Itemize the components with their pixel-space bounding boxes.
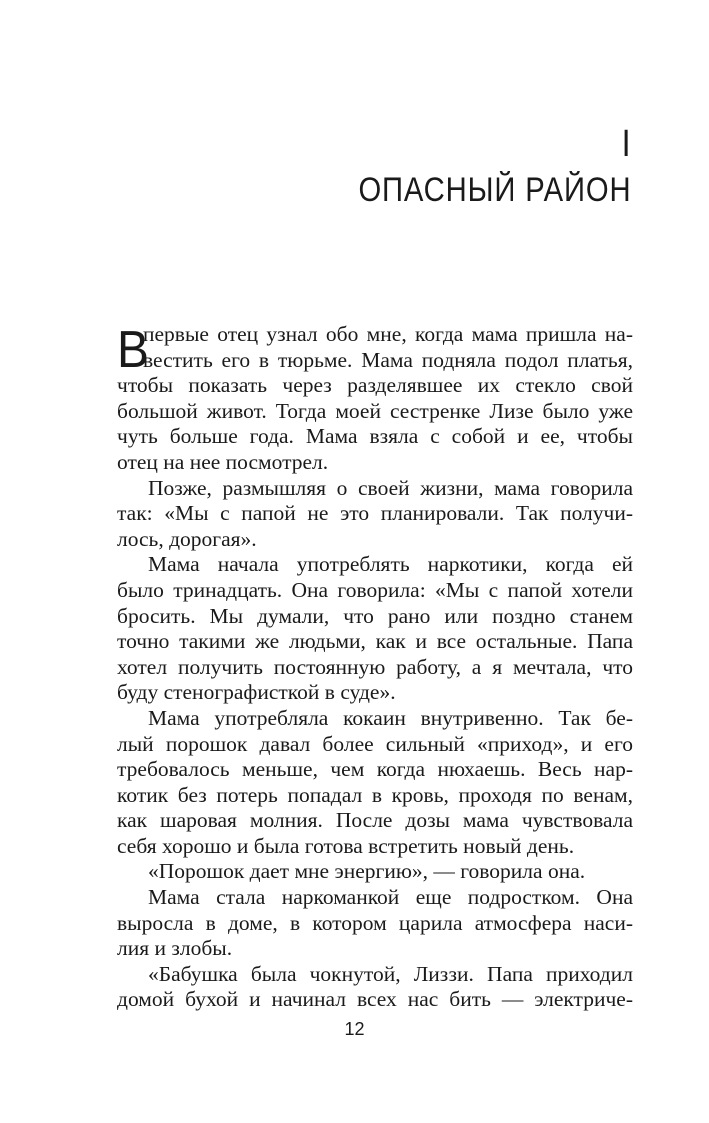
- text-line: чуть больше года. Мама взяла с собой и ее, чтобы: [117, 424, 633, 449]
- paragraph-5: [117, 859, 633, 885]
- text-line: лый порошок давал более сильный «приход», и его: [117, 731, 633, 756]
- text-line: себя хорошо и была готова встретить новый день.: [117, 833, 575, 858]
- text-line: требовалось меньше, чем когда нюхаешь. Весь нар-: [117, 757, 633, 782]
- text-line: большой живот. Тогда моей сестренке Лизе было уже: [117, 398, 633, 423]
- text-line: лия и злобы.: [117, 936, 233, 961]
- paragraph-7: [117, 962, 633, 1013]
- text-line: «Порошок дает мне энергию», — говорила она.: [148, 859, 586, 884]
- text-line: было тринадцать. Она говорила: «Мы с папой хотели: [117, 577, 633, 602]
- text-line: точно такими же людьми, как и все остальные. Папа: [117, 629, 633, 654]
- paragraph-4: [117, 706, 633, 860]
- text-line: бросить. Мы думали, что рано или поздно станем: [117, 603, 633, 628]
- text-line: Позже, размышляя о своей жизни, мама говорила: [148, 475, 633, 500]
- drop-cap: В: [117, 321, 149, 379]
- text-line: Мама стала наркоманкой еще подростком. Она: [148, 885, 633, 910]
- paragraph-6: [117, 885, 633, 962]
- text-line: домой бухой и начинал всех нас бить — электриче-: [117, 987, 633, 1012]
- text-line: вестить его в тюрьме. Мама подняла подол платья,: [143, 347, 633, 372]
- paragraph-2: [117, 476, 633, 553]
- body-text: [117, 322, 633, 1013]
- text-line: так: «Мы с папой не это планировали. Так получи-: [117, 501, 633, 526]
- text-line: отец на нее посмотрел.: [117, 449, 329, 474]
- text-line: Мама употребляла кокаин внутривенно. Так бе-: [148, 705, 633, 730]
- text-line: Мама начала употреблять наркотики, когда ей: [148, 552, 633, 577]
- chapter-number: I: [622, 123, 631, 165]
- text-line: буду стенографисткой в суде».: [117, 680, 396, 705]
- text-line: как шаровая молния. После дозы мама чувствовала: [117, 808, 633, 833]
- text-line: лось, дорогая».: [117, 526, 257, 551]
- page-number: 12: [344, 1019, 365, 1039]
- text-line: хотел получить постоянную работу, а я мечтала, что: [117, 654, 633, 679]
- text-line: котик без потерь попадал в кровь, проходя по венам,: [117, 782, 633, 807]
- text-line: первые отец узнал обо мне, когда мама пришла на-: [143, 322, 633, 346]
- text-line: «Бабушка была чокнутой, Лиззи. Папа приходил: [148, 961, 633, 986]
- chapter-title: ОПАСНЫЙ РАЙОН: [358, 171, 631, 209]
- paragraph-1: [117, 322, 633, 476]
- text-line: чтобы показать через разделявшее их стекло свой: [117, 373, 633, 398]
- text-line: выросла в доме, в котором царила атмосфера наси-: [117, 910, 633, 935]
- paragraph-3: [117, 552, 633, 706]
